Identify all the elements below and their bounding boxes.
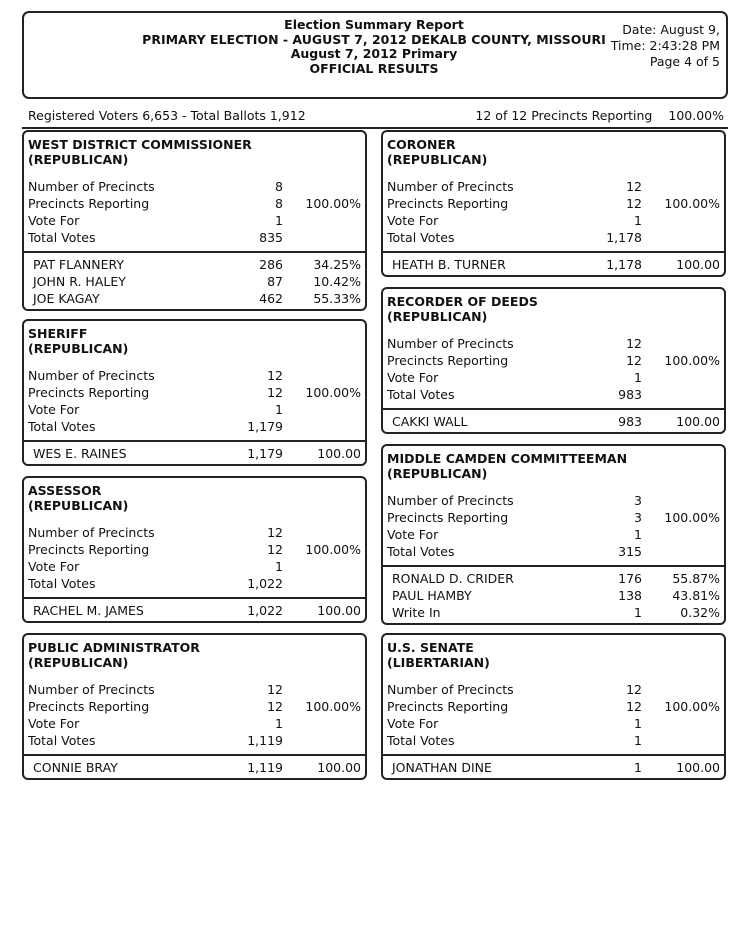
candidate-votes: 1,022 <box>247 603 283 618</box>
stat-row-precincts <box>383 335 724 352</box>
stat-label: Precincts Reporting <box>28 385 150 400</box>
stat-percent: 100.00% <box>664 196 720 211</box>
stat-label: Precincts Reporting <box>28 196 150 211</box>
stat-percent: 100.00% <box>305 542 361 557</box>
candidate-percent: 100.00 <box>676 760 720 775</box>
candidate-percent: 10.42% <box>313 274 361 289</box>
race-party: (REPUBLICAN) <box>28 655 129 670</box>
stat-value: 12 <box>267 525 283 540</box>
stat-value: 12 <box>626 196 642 211</box>
stat-row-vote-for <box>383 369 724 386</box>
stat-row-reporting <box>24 698 365 715</box>
race-office: PUBLIC ADMINISTRATOR <box>28 640 200 655</box>
stat-label: Total Votes <box>387 387 455 402</box>
candidate-votes: 176 <box>618 571 642 586</box>
precincts-reporting: 12 of 12 Precincts Reporting <box>475 108 653 123</box>
stat-row-total <box>24 575 365 592</box>
divider <box>24 749 365 756</box>
candidate-votes: 1,178 <box>606 257 642 272</box>
stat-row-total <box>383 732 724 749</box>
race-party: (REPUBLICAN) <box>387 152 488 167</box>
candidate-row <box>383 256 724 273</box>
stat-label: Vote For <box>28 716 80 731</box>
candidate-row <box>383 587 724 604</box>
candidate-row <box>24 256 365 273</box>
precincts-percent: 100.00% <box>668 108 724 123</box>
stat-value: 8 <box>275 179 283 194</box>
stat-value: 12 <box>267 542 283 557</box>
race-title <box>383 132 724 167</box>
race-title <box>24 321 365 356</box>
candidate-percent: 43.81% <box>672 588 720 603</box>
candidate-percent: 100.00 <box>317 760 361 775</box>
stat-row-reporting <box>24 384 365 401</box>
stat-value: 1 <box>275 213 283 228</box>
race-box-recorder-of-deeds <box>381 287 726 434</box>
stat-label: Vote For <box>28 213 80 228</box>
candidate-percent: 100.00 <box>676 414 720 429</box>
stat-value: 12 <box>626 699 642 714</box>
stat-value: 1 <box>634 527 642 542</box>
stat-value: 1 <box>634 733 642 748</box>
race-stats <box>383 492 724 560</box>
candidate-row <box>24 602 365 619</box>
stat-value: 12 <box>267 385 283 400</box>
candidate-list <box>24 442 365 464</box>
stat-row-precincts <box>24 367 365 384</box>
race-box-west-district-commissioner <box>22 130 367 311</box>
stat-row-reporting <box>383 195 724 212</box>
candidate-percent: 0.32% <box>680 605 720 620</box>
candidate-name: RONALD D. CRIDER <box>392 571 514 586</box>
stat-row-vote-for <box>24 715 365 732</box>
stat-label: Vote For <box>28 559 80 574</box>
race-stats <box>24 367 365 435</box>
stat-value: 12 <box>267 699 283 714</box>
election-name: PRIMARY ELECTION - AUGUST 7, 2012 DEKALB COUNTY, MISSOURI <box>142 31 606 47</box>
divider <box>383 403 724 410</box>
candidate-name: JOHN R. HALEY <box>33 274 126 289</box>
race-title <box>383 289 724 324</box>
stat-label: Precincts Reporting <box>387 510 509 525</box>
stat-row-total <box>24 418 365 435</box>
race-party: (REPUBLICAN) <box>387 309 488 324</box>
candidate-list <box>24 756 365 778</box>
stat-label: Precincts Reporting <box>387 196 509 211</box>
divider <box>383 560 724 567</box>
report-title-block <box>124 18 624 76</box>
candidate-votes: 983 <box>618 414 642 429</box>
candidate-list <box>383 756 724 778</box>
stat-label: Number of Precincts <box>387 493 514 508</box>
stat-value: 8 <box>275 196 283 211</box>
candidate-votes: 1,179 <box>247 446 283 461</box>
stat-label: Number of Precincts <box>387 179 514 194</box>
stat-label: Number of Precincts <box>28 525 155 540</box>
stat-label: Total Votes <box>387 544 455 559</box>
stat-label: Vote For <box>387 213 439 228</box>
race-party: (REPUBLICAN) <box>28 152 129 167</box>
race-box-public-administrator <box>22 633 367 780</box>
race-box-sheriff <box>22 319 367 466</box>
stat-percent: 100.00% <box>664 510 720 525</box>
stat-percent: 100.00% <box>664 699 720 714</box>
stat-value: 12 <box>626 179 642 194</box>
candidate-list <box>383 253 724 275</box>
race-office: SHERIFF <box>28 326 88 341</box>
stat-value: 1 <box>634 716 642 731</box>
divider <box>383 749 724 756</box>
stat-row-total <box>383 543 724 560</box>
race-office: CORONER <box>387 137 456 152</box>
stat-row-vote-for <box>24 212 365 229</box>
stat-value: 1 <box>634 370 642 385</box>
candidate-votes: 462 <box>259 291 283 306</box>
stat-label: Total Votes <box>387 733 455 748</box>
race-stats <box>24 524 365 592</box>
stat-value: 12 <box>626 682 642 697</box>
stat-row-vote-for <box>24 558 365 575</box>
divider <box>24 435 365 442</box>
summary-bar <box>22 107 728 129</box>
stat-row-reporting <box>383 698 724 715</box>
race-stats <box>24 681 365 749</box>
stat-row-total <box>24 732 365 749</box>
stat-row-total <box>24 229 365 246</box>
results-status: OFFICIAL RESULTS <box>309 60 439 76</box>
stat-row-vote-for <box>24 401 365 418</box>
race-office: U.S. SENATE <box>387 640 474 655</box>
stat-label: Precincts Reporting <box>387 699 509 714</box>
candidate-list <box>383 567 724 623</box>
precincts-summary <box>459 108 724 123</box>
candidate-row <box>383 604 724 621</box>
stat-value: 12 <box>626 336 642 351</box>
stat-row-vote-for <box>383 526 724 543</box>
stat-value: 12 <box>267 368 283 383</box>
stat-percent: 100.00% <box>305 385 361 400</box>
stat-value: 1,119 <box>247 733 283 748</box>
stat-row-precincts <box>24 178 365 195</box>
candidate-percent: 55.87% <box>672 571 720 586</box>
divider <box>24 246 365 253</box>
race-office: ASSESSOR <box>28 483 102 498</box>
race-title <box>383 446 724 481</box>
registered-voters: Registered Voters 6,653 - Total Ballots 1,912 <box>28 108 306 123</box>
stat-label: Vote For <box>387 527 439 542</box>
candidate-row <box>24 759 365 776</box>
race-party: (REPUBLICAN) <box>28 341 129 356</box>
stat-value: 1 <box>275 559 283 574</box>
race-stats <box>383 178 724 246</box>
stat-row-precincts <box>383 178 724 195</box>
candidate-percent: 100.00 <box>317 603 361 618</box>
candidate-row <box>383 759 724 776</box>
candidate-row <box>24 290 365 307</box>
stat-label: Total Votes <box>28 419 96 434</box>
report-meta <box>611 22 720 70</box>
candidate-name: JOE KAGAY <box>33 291 100 306</box>
candidate-name: PAUL HAMBY <box>392 588 472 603</box>
stat-row-precincts <box>383 492 724 509</box>
stat-row-reporting <box>383 352 724 369</box>
race-box-assessor <box>22 476 367 623</box>
race-box-coroner <box>381 130 726 277</box>
stat-percent: 100.00% <box>664 353 720 368</box>
stat-value: 1,179 <box>247 419 283 434</box>
stat-label: Number of Precincts <box>28 682 155 697</box>
stat-row-reporting <box>383 509 724 526</box>
stat-label: Vote For <box>387 716 439 731</box>
divider <box>24 592 365 599</box>
race-title <box>24 635 365 670</box>
candidate-row <box>24 273 365 290</box>
candidate-name: JONATHAN DINE <box>392 760 492 775</box>
candidate-votes: 1 <box>634 760 642 775</box>
stat-row-precincts <box>24 681 365 698</box>
candidate-votes: 1 <box>634 605 642 620</box>
race-stats <box>383 335 724 403</box>
candidate-votes: 138 <box>618 588 642 603</box>
stat-value: 1,178 <box>606 230 642 245</box>
stat-label: Precincts Reporting <box>28 542 150 557</box>
stat-row-precincts <box>24 524 365 541</box>
race-stats <box>383 681 724 749</box>
stat-percent: 100.00% <box>305 699 361 714</box>
report-date: Date: August 9, <box>622 22 720 37</box>
candidate-row <box>383 413 724 430</box>
stat-label: Precincts Reporting <box>28 699 150 714</box>
stat-value: 1 <box>275 716 283 731</box>
race-office: RECORDER OF DEEDS <box>387 294 538 309</box>
race-box-u-s-senate <box>381 633 726 780</box>
race-title <box>24 478 365 513</box>
stat-percent: 100.00% <box>305 196 361 211</box>
candidate-votes: 286 <box>259 257 283 272</box>
stat-label: Number of Precincts <box>28 179 155 194</box>
candidate-name: Write In <box>392 605 441 620</box>
race-party: (REPUBLICAN) <box>28 498 129 513</box>
candidate-percent: 34.25% <box>313 257 361 272</box>
stat-label: Total Votes <box>387 230 455 245</box>
candidate-name: CAKKI WALL <box>392 414 468 429</box>
race-title <box>24 132 365 167</box>
stat-label: Number of Precincts <box>387 336 514 351</box>
report-time: Time: 2:43:28 PM <box>610 38 720 53</box>
stat-row-reporting <box>24 541 365 558</box>
election-date: August 7, 2012 Primary <box>290 46 458 61</box>
candidate-row <box>24 445 365 462</box>
stat-row-vote-for <box>383 212 724 229</box>
page-number: Page 4 of 5 <box>649 54 720 69</box>
stat-label: Total Votes <box>28 733 96 748</box>
stat-label: Vote For <box>28 402 80 417</box>
stat-value: 1,022 <box>247 576 283 591</box>
race-party: (REPUBLICAN) <box>387 466 488 481</box>
race-office: WEST DISTRICT COMMISSIONER <box>28 137 252 152</box>
stat-value: 835 <box>259 230 283 245</box>
divider <box>383 246 724 253</box>
report-header <box>22 11 728 99</box>
candidate-name: PAT FLANNERY <box>33 257 125 272</box>
race-box-middle-camden-committeeman <box>381 444 726 625</box>
candidate-votes: 1,119 <box>247 760 283 775</box>
stat-value: 1 <box>275 402 283 417</box>
stat-row-vote-for <box>383 715 724 732</box>
stat-label: Total Votes <box>28 230 96 245</box>
stat-label: Precincts Reporting <box>387 353 509 368</box>
stat-label: Number of Precincts <box>28 368 155 383</box>
candidate-votes: 87 <box>267 274 283 289</box>
report-title: Election Summary Report <box>284 17 464 32</box>
stat-value: 3 <box>634 510 642 525</box>
stat-label: Number of Precincts <box>387 682 514 697</box>
candidate-percent: 100.00 <box>676 257 720 272</box>
race-stats <box>24 178 365 246</box>
candidate-name: RACHEL M. JAMES <box>33 603 144 618</box>
race-office: MIDDLE CAMDEN COMMITTEEMAN <box>387 451 628 466</box>
stat-row-precincts <box>383 681 724 698</box>
candidate-name: WES E. RAINES <box>33 446 127 461</box>
candidate-row <box>383 570 724 587</box>
stat-row-total <box>383 386 724 403</box>
stat-row-total <box>383 229 724 246</box>
candidate-name: HEATH B. TURNER <box>392 257 506 272</box>
stat-value: 983 <box>618 387 642 402</box>
stat-row-reporting <box>24 195 365 212</box>
candidate-percent: 55.33% <box>313 291 361 306</box>
stat-value: 12 <box>267 682 283 697</box>
race-title <box>383 635 724 670</box>
stat-value: 315 <box>618 544 642 559</box>
stat-value: 3 <box>634 493 642 508</box>
candidate-name: CONNIE BRAY <box>33 760 118 775</box>
candidate-list <box>24 599 365 621</box>
candidate-list <box>383 410 724 432</box>
candidate-percent: 100.00 <box>317 446 361 461</box>
stat-value: 12 <box>626 353 642 368</box>
race-party: (LIBERTARIAN) <box>387 655 490 670</box>
candidate-list <box>24 253 365 309</box>
stat-label: Vote For <box>387 370 439 385</box>
stat-value: 1 <box>634 213 642 228</box>
stat-label: Total Votes <box>28 576 96 591</box>
